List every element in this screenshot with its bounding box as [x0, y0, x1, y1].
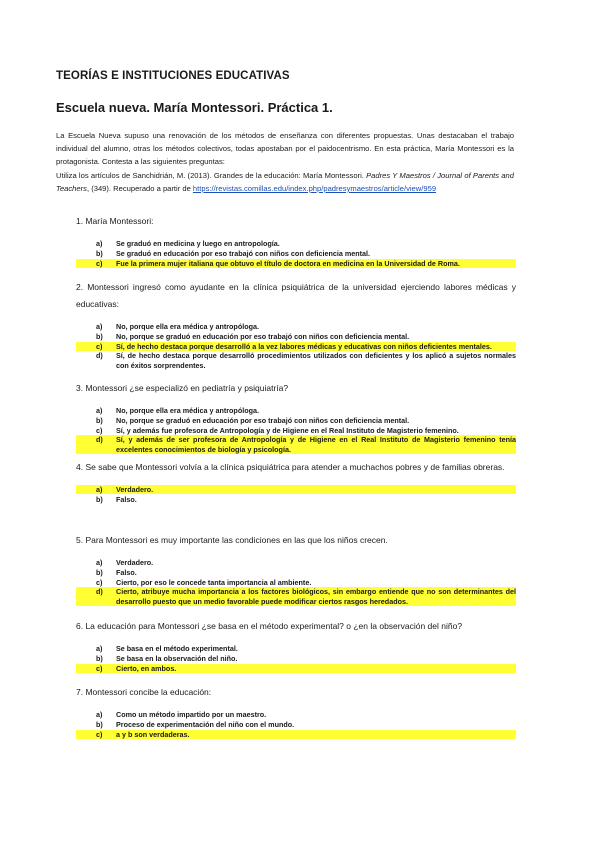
option-letter: d): [76, 587, 116, 606]
intro-paragraph: [56, 129, 514, 195]
answer-option-a: [76, 710, 516, 719]
option-text: Falso.: [116, 567, 137, 577]
option-text: Fue la primera mujer italiana que obtuvo el título de doctora en medicina en la Universidad de Roma.: [116, 259, 516, 268]
option-text: No, porque ella era médica y antropóloga.: [116, 322, 259, 331]
option-letter: b): [96, 494, 103, 504]
intro-text: La Escuela Nueva supuso una renovación de los métodos de enseñanza con diferentes propuestas. Unas destacaban el trabajo individual del alumno, otras los métodos colectivos, todas apostaban por el paidocentrismo. En esta práctica, María Montessori es la protagonista. Contesta a las siguientes preguntas:: [56, 131, 514, 167]
option-text: Se graduó en educación por eso trabajó con niños con deficiencia mental.: [116, 248, 371, 258]
question-text: 4. Se sabe que Montessori volvía a la clínica psiquiátrica para atender a muchachos pobres y de familias obreras.: [76, 462, 505, 472]
option-text: Se graduó en medicina y luego en antropología.: [116, 239, 280, 248]
answer-option-a: [76, 406, 516, 415]
option-letter: a): [96, 710, 103, 719]
question-3: [76, 380, 516, 455]
answer-option-c: [76, 426, 516, 435]
question-1: [76, 213, 516, 268]
answer-option-d: [76, 587, 516, 606]
option-letter: b): [96, 653, 103, 663]
option-text: Verdadero.: [116, 558, 154, 567]
option-letter: a): [96, 406, 103, 415]
answer-option-d: [76, 435, 516, 454]
option-text: Proceso de experimentación del niño con el mundo.: [116, 719, 295, 729]
options-list: [76, 406, 516, 454]
answer-option-b: [76, 654, 516, 663]
document-title: TEORÍAS E INSTITUCIONES EDUCATIVAS: [56, 70, 290, 82]
options-list: [76, 710, 516, 739]
question-6: [76, 618, 516, 673]
option-letter: b): [96, 248, 103, 258]
option-text: Sí, y además de ser profesora de Antropología y de Higiene en el Real Instituto de Magisterio femenino tenía excelentes conocimientos de biología y psicología.: [116, 435, 516, 454]
option-letter: b): [96, 719, 103, 729]
question-text: 3. Montessori ¿se especializó en pediatría y psiquiatría?: [76, 383, 289, 393]
answer-option-a: [76, 644, 516, 653]
option-letter: b): [96, 331, 103, 341]
option-text: Sí, de hecho destaca porque desarrolló procedimientos utilizados con deficientes y los aplicó a sujetos normales con éxitos sorprendentes.: [116, 351, 516, 370]
question-5: [76, 532, 516, 607]
option-text: Verdadero.: [116, 485, 516, 494]
options-list: [76, 322, 516, 370]
option-text: No, porque se graduó en educación por eso trabajó con niños con deficiencia mental.: [116, 415, 410, 425]
option-text: Se basa en el método experimental.: [116, 644, 238, 653]
question-2: [76, 279, 516, 371]
option-letter: c): [96, 577, 103, 587]
option-text: Cierto, atribuye mucha importancia a los factores biológicos, sin embargo entiende que no son determinantes del desarrollo puesto que un medio favorable puede modificar ciertos rasgos heredados.: [116, 587, 516, 606]
option-letter: b): [96, 567, 103, 577]
answer-option-a: [76, 558, 516, 567]
question-4: [76, 459, 516, 505]
options-list: [76, 558, 516, 606]
answer-option-c: [76, 664, 516, 673]
answer-option-d: [76, 351, 516, 370]
answer-option-b: [76, 249, 516, 258]
answer-option-a: [76, 485, 516, 494]
option-text: Cierto, por eso le concede tanta importancia al ambiente.: [116, 577, 312, 587]
option-letter: c): [76, 259, 116, 268]
option-letter: b): [96, 415, 103, 425]
option-letter: a): [96, 239, 103, 248]
reference-suffix: , (349). Recuperado a partir de: [86, 183, 193, 193]
option-letter: a): [96, 644, 103, 653]
option-text: Cierto, en ambos.: [116, 664, 516, 673]
question-7: [76, 684, 516, 739]
answer-option-c: [76, 578, 516, 587]
option-letter: a): [96, 322, 103, 331]
option-text: Sí, y además fue profesora de Antropología y de Higiene en el Real Instituto de Magisterio femenino.: [116, 425, 459, 435]
option-letter: a): [76, 485, 116, 494]
option-letter: c): [96, 425, 103, 435]
option-letter: c): [76, 664, 116, 673]
reference-link[interactable]: https://revistas.comillas.edu/index.php/padresymaestros/article/view/959: [192, 183, 437, 193]
question-text: 5. Para Montessori es muy importante las condiciones en las que los niños crecen.: [76, 535, 388, 545]
question-text: 6. La educación para Montessori ¿se basa en el método experimental? o ¿en la observación del niño?: [76, 621, 463, 631]
option-text: No, porque se graduó en educación por eso trabajó con niños con deficiencia mental.: [116, 331, 410, 341]
options-list: [76, 644, 516, 673]
answer-option-c: [76, 342, 516, 351]
answer-option-c: [76, 730, 516, 739]
option-letter: c): [76, 342, 116, 351]
question-text: 1. María Montessori:: [76, 216, 154, 226]
answer-option-a: [76, 322, 516, 331]
options-list: [76, 239, 516, 268]
question-text: 2. Montessori ingresó como ayudante en la clínica psiquiátrica de la universidad ejerciendo labores médicas y educativas:: [76, 282, 516, 309]
answer-option-b: [76, 720, 516, 729]
reference-journal: Padres Y Maestros / Journal of Parents and Teachers: [56, 170, 514, 193]
reference-prefix: Utiliza los artículos de Sanchidrián, M. (2013). Grandes de la educación: María Montessori.: [56, 170, 367, 180]
option-text: Se basa en la observación del niño.: [116, 653, 238, 663]
question-text: 7. Montessori concibe la educación:: [76, 687, 212, 697]
option-text: No, porque ella era médica y antropóloga.: [116, 406, 259, 415]
option-text: Falso.: [116, 494, 137, 504]
answer-option-b: [76, 495, 516, 504]
option-letter: d): [76, 435, 116, 454]
option-letter: a): [96, 558, 103, 567]
answer-option-a: [76, 239, 516, 248]
option-letter: c): [76, 730, 116, 739]
option-text: Como un método impartido por un maestro.: [116, 710, 267, 719]
answer-option-c: [76, 259, 516, 268]
option-text: a y b son verdaderas.: [116, 730, 516, 739]
option-text: Sí, de hecho destaca porque desarrolló a la vez labores médicas y educativas con niños deficientes mentales.: [116, 342, 516, 351]
option-letter: d): [96, 351, 103, 361]
options-list: [76, 485, 516, 504]
answer-option-b: [76, 332, 516, 341]
answer-option-b: [76, 568, 516, 577]
answer-option-b: [76, 416, 516, 425]
document-subtitle: Escuela nueva. María Montessori. Práctica 1.: [56, 100, 333, 115]
